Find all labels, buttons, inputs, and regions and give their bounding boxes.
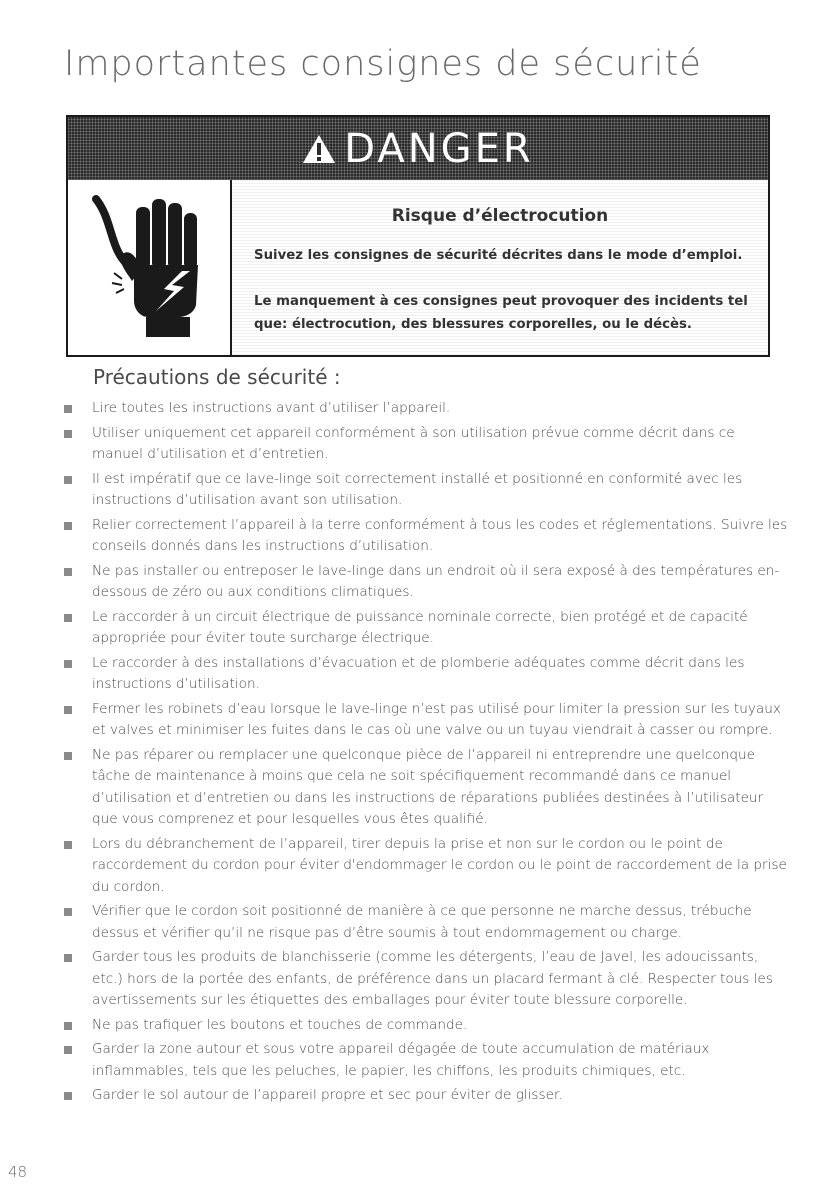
list-item-text: Relier correctement l’appareil à la terre conformément à tous les codes et réglementations. Suivre les conseils donnés dans les instructions d’utilisation. xyxy=(92,516,788,554)
square-bullet-icon xyxy=(64,522,72,530)
list-item xyxy=(64,1039,788,1082)
danger-instruction: Suivez les consignes de sécurité décrites dans le mode d’emploi. xyxy=(254,248,743,263)
danger-word: DANGER xyxy=(344,125,534,172)
list-item-text: Vérifier que le cordon soit positionné de manière à ce que personne ne marche dessus, trébuche dessus et vérifier qu’il ne risque pas d’être soumis à tout endommagement ou charge. xyxy=(92,903,752,941)
list-item-text: Le raccorder à un circuit électrique de puissance nominale correcte, bien protégé et de capacité appropriée pour éviter toute surcharge électrique. xyxy=(92,608,748,646)
square-bullet-icon xyxy=(64,1022,72,1030)
square-bullet-icon xyxy=(64,660,72,668)
list-item-text: Lors du débranchement de l’appareil, tirer depuis la prise et non sur le cordon ou le point de raccordement du cordon pour éviter d'endommager le cordon ou le point de raccordement de la prise du cordon. xyxy=(92,835,787,895)
list-item-text: Lire toutes les instructions avant d’utiliser l’appareil. xyxy=(92,400,451,416)
list-item xyxy=(64,423,788,466)
square-bullet-icon xyxy=(64,752,72,760)
square-bullet-icon xyxy=(64,614,72,622)
list-item xyxy=(64,947,788,1012)
list-item xyxy=(64,901,788,944)
list-item-text: Utiliser uniquement cet appareil conformément à son utilisation prévue comme décrit dans ce manuel d’utilisation et d’entretien. xyxy=(92,424,735,462)
list-item xyxy=(64,607,788,650)
list-item xyxy=(64,561,788,604)
precautions-list xyxy=(64,398,788,1110)
list-item xyxy=(64,1085,788,1107)
list-item xyxy=(64,398,788,420)
square-bullet-icon xyxy=(64,954,72,962)
danger-header xyxy=(68,117,768,180)
list-item-text: Garder tous les produits de blanchisserie (comme les détergents, l’eau de Javel, les adoucissants, etc.) hors de la portée des enfants, de préférence dans un placard fermant à clé. Respecter tous les avertissements sur les étiquettes des emballages pour éviter toute blessure corporelle. xyxy=(92,949,773,1008)
square-bullet-icon xyxy=(64,1092,72,1100)
danger-subtitle: Risque d’électrocution xyxy=(391,206,609,226)
square-bullet-icon xyxy=(64,908,72,916)
page-title: Importantes consignes de sécurité xyxy=(64,44,702,84)
list-item-text: Ne pas trafiquer les boutons et touches de commande. xyxy=(92,1016,468,1033)
list-item-text: Ne pas installer ou entreposer le lave-linge dans un endroit où il sera exposé à des températures en-dessous de zéro ou aux conditions climatiques. xyxy=(92,562,780,600)
electric-shock-hand-icon xyxy=(86,189,212,339)
list-item xyxy=(64,834,788,899)
square-bullet-icon xyxy=(64,841,72,849)
danger-warning-box xyxy=(66,115,770,357)
list-item-text: Ne pas réparer ou remplacer une quelconque pièce de l’appareil ni entreprendre une quelconque tâche de maintenance à moins que cela ne soit spécifiquement recommandé dans ce manuel d’utilisation et d’entretien ou dans les instructions de réparations publiées destinées à l’utilisateur que vous comprenez et pour lesquelles vous êtes qualifié. xyxy=(92,746,764,827)
square-bullet-icon xyxy=(64,405,72,413)
list-item xyxy=(64,1015,788,1037)
danger-body xyxy=(232,180,768,355)
list-item-text: Le raccorder à des installations d’évacuation et de plomberie adéquates comme décrit dans les instructions d’utilisation. xyxy=(92,654,745,692)
warning-triangle-icon xyxy=(302,134,336,164)
page-number: 48 xyxy=(8,1163,28,1181)
list-item xyxy=(64,469,788,512)
list-item xyxy=(64,515,788,558)
list-item-text: Garder le sol autour de l’appareil propre et sec pour éviter de glisser. xyxy=(92,1087,563,1103)
list-item xyxy=(64,653,788,696)
square-bullet-icon xyxy=(64,1046,72,1054)
square-bullet-icon xyxy=(64,430,72,438)
list-item-text: Il est impératif que ce lave-linge soit correctement installé et positionné en conformité avec les instructions d’utilisation avant son utilisation. xyxy=(92,470,743,508)
list-item-text: Garder la zone autour et sous votre appareil dégagée de toute accumulation de matériaux inflammables, tels que les peluches, le papier, les chiffons, les produits chimiques, etc. xyxy=(92,1041,710,1079)
square-bullet-icon xyxy=(64,568,72,576)
square-bullet-icon xyxy=(64,706,72,714)
list-item-text: Fermer les robinets d’eau lorsque le lave-linge n’est pas utilisé pour limiter la pression sur les tuyaux et valves et minimiser les fuites dans le cas où une valve ou un tuyau viendrait à casser ou rompre. xyxy=(92,700,781,738)
list-item xyxy=(64,745,788,831)
list-item xyxy=(64,699,788,742)
precautions-title: Précautions de sécurité : xyxy=(93,365,341,389)
square-bullet-icon xyxy=(64,476,72,484)
danger-consequence: Le manquement à ces consignes peut provoquer des incidents tel que: électrocution, des blessures corporelles, ou le décès. xyxy=(254,294,748,332)
